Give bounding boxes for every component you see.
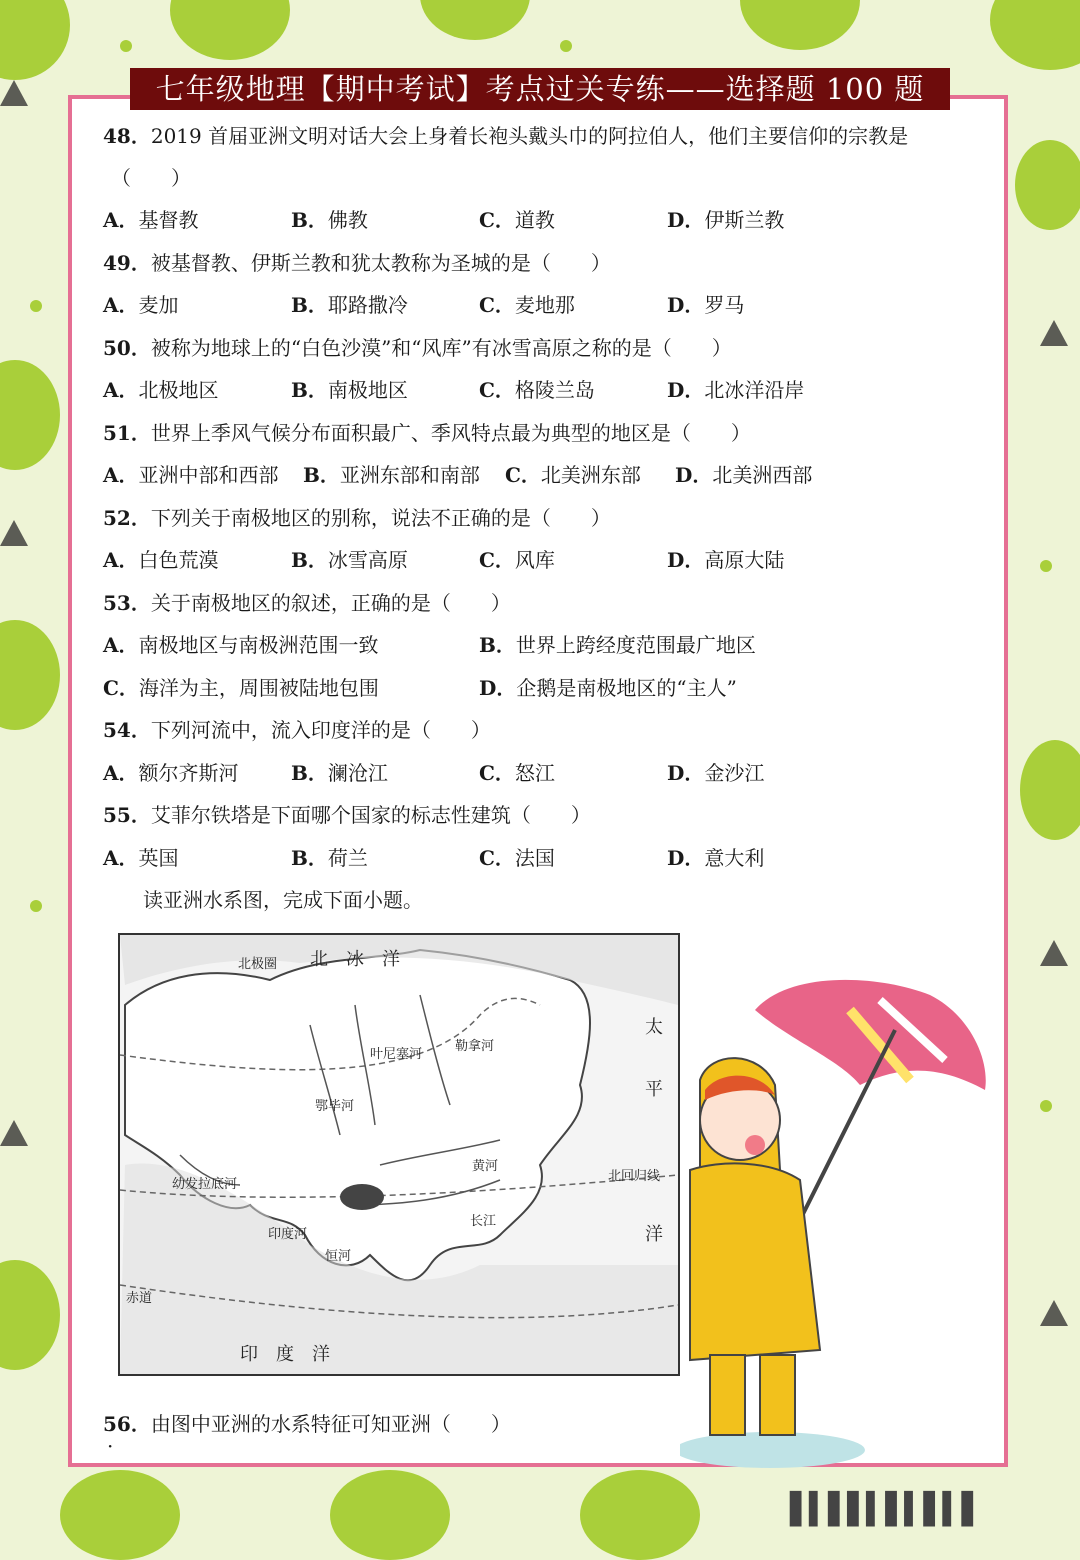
option-d[interactable]: D．伊斯兰教 [667, 208, 785, 232]
option-b[interactable]: B．南极地区 [291, 378, 408, 402]
question-48: 48．2019 首届亚洲文明对话大会上身着长袍头戴头巾的阿拉伯人，他们主要信仰的宗教是 [103, 124, 909, 148]
label-arctic-circle: 北极圈 [238, 957, 278, 972]
girl-umbrella-illustration [680, 970, 1000, 1470]
question-53: 53．关于南极地区的叙述，正确的是（ ） [103, 591, 511, 615]
label-pacific-3: 洋 [645, 1224, 663, 1245]
label-indus: 印度河 [268, 1227, 308, 1242]
option-c[interactable]: C．海洋为主，周围被陆地包围 [103, 676, 379, 700]
label-euphrates: 幼发拉底河 [172, 1177, 238, 1192]
option-c[interactable]: C．格陵兰岛 [479, 378, 595, 402]
label-arctic-ocean: 北 冰 洋 [310, 949, 400, 970]
answer-blank: （ ） [111, 166, 191, 190]
q56-continuation: · [107, 1434, 114, 1458]
asia-river-map [118, 933, 680, 1376]
label-yenisei: 叶尼塞河 [370, 1047, 423, 1062]
option-a[interactable]: A．英国 [103, 846, 179, 870]
option-d[interactable]: D．罗马 [667, 293, 745, 317]
option-d[interactable]: D．意大利 [667, 846, 765, 870]
option-a[interactable]: A．亚洲中部和西部 [103, 463, 279, 487]
option-a[interactable]: A．北极地区 [103, 378, 219, 402]
label-pacific-1: 太 [645, 1017, 663, 1038]
question-55: 55．艾菲尔铁塔是下面哪个国家的标志性建筑（ ） [103, 803, 591, 827]
label-equator: 赤道 [126, 1291, 153, 1306]
option-d[interactable]: D．高原大陆 [667, 548, 785, 572]
option-a[interactable]: A．白色荒漠 [103, 548, 219, 572]
option-c[interactable]: C．麦地那 [479, 293, 575, 317]
option-c[interactable]: C．风库 [479, 548, 555, 572]
footer-decoration: ▌▍▌▌▍▌▍▌▍▌ [790, 1492, 981, 1527]
option-a[interactable]: A．麦加 [103, 293, 179, 317]
option-a[interactable]: A．基督教 [103, 208, 199, 232]
label-indian-ocean: 印 度 洋 [240, 1344, 330, 1365]
question-52: 52．下列关于南极地区的别称，说法不正确的是（ ） [103, 506, 611, 530]
label-yellow-river: 黄河 [472, 1159, 499, 1174]
label-lena: 勒拿河 [455, 1039, 495, 1054]
question-51: 51．世界上季风气候分布面积最广、季风特点最为典型的地区是（ ） [103, 421, 751, 445]
map-instruction: 读亚洲水系图，完成下面小题。 [143, 888, 423, 912]
question-56: 56．由图中亚洲的水系特征可知亚洲（ ） [103, 1412, 511, 1436]
option-b[interactable]: B．佛教 [291, 208, 368, 232]
option-d[interactable]: D．北美洲西部 [675, 463, 813, 487]
option-c[interactable]: C．怒江 [479, 761, 555, 785]
question-54: 54．下列河流中，流入印度洋的是（ ） [103, 718, 491, 742]
label-yangtze: 长江 [470, 1214, 497, 1229]
question-49: 49．被基督教、伊斯兰教和犹太教称为圣城的是（ ） [103, 251, 611, 275]
option-d[interactable]: D．企鹅是南极地区的“主人” [479, 676, 737, 700]
option-c[interactable]: C．道教 [479, 208, 555, 232]
page-title: 七年级地理【期中考试】考点过关专练——选择题 100 题 [130, 68, 950, 110]
map-drawing [120, 935, 678, 1374]
label-ganges: 恒河 [325, 1249, 352, 1264]
label-pacific-2: 平 [645, 1079, 663, 1100]
option-c[interactable]: C．北美洲东部 [505, 463, 641, 487]
label-ob: 鄂毕河 [315, 1099, 355, 1114]
option-b[interactable]: B．亚洲东部和南部 [303, 463, 480, 487]
option-c[interactable]: C．法国 [479, 846, 555, 870]
question-50: 50．被称为地球上的“白色沙漠”和“风库”有冰雪高原之称的是（ ） [103, 336, 732, 360]
option-b[interactable]: B．世界上跨经度范围最广地区 [479, 633, 756, 657]
option-d[interactable]: D．金沙江 [667, 761, 765, 785]
option-b[interactable]: B．耶路撒冷 [291, 293, 408, 317]
option-b[interactable]: B．冰雪高原 [291, 548, 408, 572]
option-a[interactable]: A．额尔齐斯河 [103, 761, 239, 785]
option-d[interactable]: D．北冰洋沿岸 [667, 378, 805, 402]
plateau-marker [340, 1184, 384, 1210]
option-a[interactable]: A．南极地区与南极洲范围一致 [103, 633, 379, 657]
label-tropic: 北回归线 [608, 1169, 661, 1184]
option-b[interactable]: B．荷兰 [291, 846, 368, 870]
option-b[interactable]: B．澜沧江 [291, 761, 388, 785]
